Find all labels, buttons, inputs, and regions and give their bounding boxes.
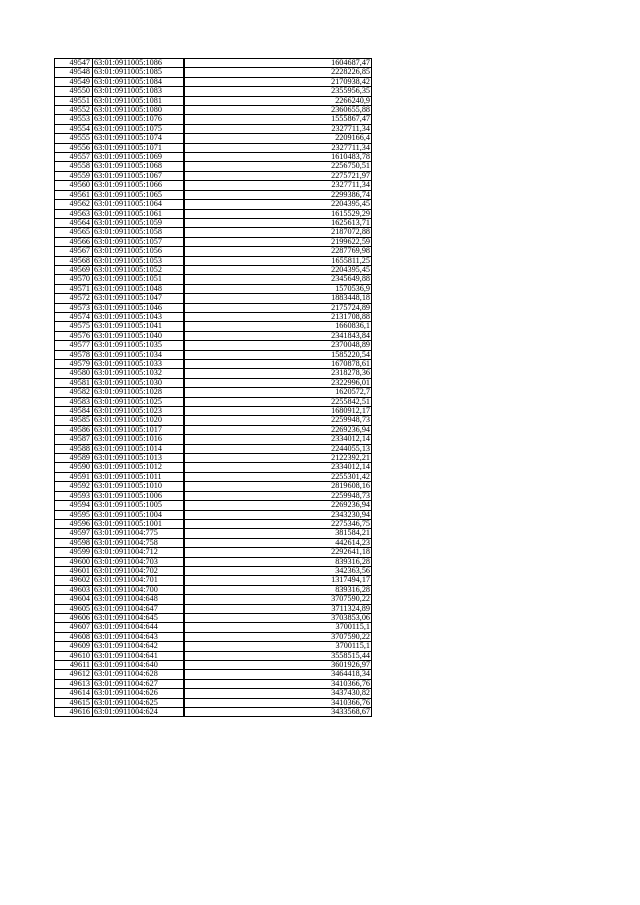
table-row bbox=[55, 651, 372, 660]
table-row bbox=[55, 77, 372, 86]
row-number-cell: 49573 bbox=[55, 303, 93, 312]
table-row bbox=[55, 472, 372, 481]
cadastral-number-cell: 63:01:0911005:1066 bbox=[93, 181, 185, 190]
value-cell: 2269236,94 bbox=[184, 501, 372, 510]
table-row bbox=[55, 557, 372, 566]
cadastral-number-cell: 63:01:0911005:1069 bbox=[93, 153, 185, 162]
cadastral-number-cell: 63:01:0911005:1047 bbox=[93, 294, 185, 303]
row-number-cell: 49603 bbox=[55, 585, 93, 594]
row-number-cell: 49586 bbox=[55, 425, 93, 434]
cadastral-number-cell: 63:01:0911005:1041 bbox=[93, 322, 185, 331]
value-cell: 2334012,14 bbox=[184, 435, 372, 444]
table-row bbox=[55, 228, 372, 237]
row-number-cell: 49583 bbox=[55, 397, 93, 406]
cadastral-number-cell: 63:01:0911004:701 bbox=[93, 576, 185, 585]
value-cell: 3707590,22 bbox=[184, 632, 372, 641]
value-cell: 2292641,18 bbox=[184, 548, 372, 557]
cadastral-number-cell: 63:01:0911004:643 bbox=[93, 632, 185, 641]
value-cell: 2259948,73 bbox=[184, 416, 372, 425]
cadastral-number-cell: 63:01:0911005:1040 bbox=[93, 331, 185, 340]
row-number-cell: 49570 bbox=[55, 275, 93, 284]
table-row bbox=[55, 360, 372, 369]
value-cell: 3700115,1 bbox=[184, 642, 372, 651]
cadastral-number-cell: 63:01:0911004:625 bbox=[93, 698, 185, 707]
row-number-cell: 49575 bbox=[55, 322, 93, 331]
table-row bbox=[55, 171, 372, 180]
value-cell: 2299386,74 bbox=[184, 190, 372, 199]
cadastral-number-cell: 63:01:0911005:1074 bbox=[93, 134, 185, 143]
table-row bbox=[55, 548, 372, 557]
table-row bbox=[55, 623, 372, 632]
table-row bbox=[55, 162, 372, 171]
table-row bbox=[55, 369, 372, 378]
value-cell: 2275721,97 bbox=[184, 171, 372, 180]
value-cell: 1570536,9 bbox=[184, 284, 372, 293]
row-number-cell: 49556 bbox=[55, 143, 93, 152]
table-row bbox=[55, 200, 372, 209]
row-number-cell: 49561 bbox=[55, 190, 93, 199]
value-cell: 2122392,21 bbox=[184, 454, 372, 463]
row-number-cell: 49614 bbox=[55, 689, 93, 698]
table-row bbox=[55, 425, 372, 434]
value-cell: 2187072,88 bbox=[184, 228, 372, 237]
value-cell: 1604687,47 bbox=[184, 59, 372, 68]
value-cell: 2175724,89 bbox=[184, 303, 372, 312]
row-number-cell: 49611 bbox=[55, 661, 93, 670]
value-cell: 3700115,1 bbox=[184, 623, 372, 632]
cadastral-number-cell: 63:01:0911005:1068 bbox=[93, 162, 185, 171]
row-number-cell: 49599 bbox=[55, 548, 93, 557]
row-number-cell: 49581 bbox=[55, 378, 93, 387]
row-number-cell: 49602 bbox=[55, 576, 93, 585]
value-cell: 2255842,51 bbox=[184, 397, 372, 406]
cadastral-number-cell: 63:01:0911005:1067 bbox=[93, 171, 185, 180]
value-cell: 2204395,45 bbox=[184, 200, 372, 209]
value-cell: 2259948,73 bbox=[184, 491, 372, 500]
table-row bbox=[55, 294, 372, 303]
value-cell: 2255301,42 bbox=[184, 472, 372, 481]
value-cell: 2204395,45 bbox=[184, 265, 372, 274]
table-row bbox=[55, 143, 372, 152]
row-number-cell: 49567 bbox=[55, 247, 93, 256]
cadastral-number-cell: 63:01:0911005:1006 bbox=[93, 491, 185, 500]
table-row bbox=[55, 275, 372, 284]
table-row bbox=[55, 265, 372, 274]
row-number-cell: 49560 bbox=[55, 181, 93, 190]
value-cell: 2341843,84 bbox=[184, 331, 372, 340]
value-cell: 2266240,9 bbox=[184, 96, 372, 105]
value-cell: 3410366,76 bbox=[184, 698, 372, 707]
cadastral-number-cell: 63:01:0911005:1081 bbox=[93, 96, 185, 105]
table-row bbox=[55, 322, 372, 331]
value-cell: 2256750,51 bbox=[184, 162, 372, 171]
table-row bbox=[55, 115, 372, 124]
row-number-cell: 49554 bbox=[55, 124, 93, 133]
table-row bbox=[55, 585, 372, 594]
cadastral-number-cell: 63:01:0911004:712 bbox=[93, 548, 185, 557]
cadastral-number-cell: 63:01:0911005:1025 bbox=[93, 397, 185, 406]
cadastral-number-cell: 63:01:0911005:1017 bbox=[93, 425, 185, 434]
cadastral-number-cell: 63:01:0911004:644 bbox=[93, 623, 185, 632]
row-number-cell: 49600 bbox=[55, 557, 93, 566]
row-number-cell: 49555 bbox=[55, 134, 93, 143]
table-row bbox=[55, 632, 372, 641]
cadastral-number-cell: 63:01:0911004:775 bbox=[93, 529, 185, 538]
value-cell: 2199622,59 bbox=[184, 237, 372, 246]
row-number-cell: 49591 bbox=[55, 472, 93, 481]
cadastral-number-cell: 63:01:0911004:700 bbox=[93, 585, 185, 594]
table-row bbox=[55, 538, 372, 547]
row-number-cell: 49608 bbox=[55, 632, 93, 641]
cadastral-number-cell: 63:01:0911004:702 bbox=[93, 566, 185, 575]
table-row bbox=[55, 218, 372, 227]
table-row bbox=[55, 416, 372, 425]
table-row bbox=[55, 670, 372, 679]
value-cell: 1655811,25 bbox=[184, 256, 372, 265]
table-row bbox=[55, 576, 372, 585]
row-number-cell: 49574 bbox=[55, 312, 93, 321]
table-row bbox=[55, 491, 372, 500]
value-cell: 2170938,42 bbox=[184, 77, 372, 86]
table-row bbox=[55, 595, 372, 604]
row-number-cell: 49579 bbox=[55, 360, 93, 369]
table-row bbox=[55, 124, 372, 133]
row-number-cell: 49553 bbox=[55, 115, 93, 124]
cadastral-number-cell: 63:01:0911005:1071 bbox=[93, 143, 185, 152]
value-cell: 1585220,54 bbox=[184, 350, 372, 359]
value-cell: 1615529,29 bbox=[184, 209, 372, 218]
cadastral-number-cell: 63:01:0911005:1053 bbox=[93, 256, 185, 265]
row-number-cell: 49558 bbox=[55, 162, 93, 171]
table-row bbox=[55, 708, 372, 717]
row-number-cell: 49597 bbox=[55, 529, 93, 538]
table-row bbox=[55, 209, 372, 218]
row-number-cell: 49604 bbox=[55, 595, 93, 604]
row-number-cell: 49547 bbox=[55, 59, 93, 68]
row-number-cell: 49577 bbox=[55, 341, 93, 350]
row-number-cell: 49606 bbox=[55, 613, 93, 622]
cadastral-number-cell: 63:01:0911004:703 bbox=[93, 557, 185, 566]
cadastral-number-cell: 63:01:0911004:641 bbox=[93, 651, 185, 660]
cadastral-number-cell: 63:01:0911005:1030 bbox=[93, 378, 185, 387]
row-number-cell: 49595 bbox=[55, 510, 93, 519]
table-row bbox=[55, 190, 372, 199]
row-number-cell: 49563 bbox=[55, 209, 93, 218]
table-row bbox=[55, 331, 372, 340]
value-cell: 2327711,34 bbox=[184, 124, 372, 133]
value-cell: 1610483,78 bbox=[184, 153, 372, 162]
table-row bbox=[55, 642, 372, 651]
value-cell: 2228226,85 bbox=[184, 68, 372, 77]
value-cell: 3433568,67 bbox=[184, 708, 372, 717]
row-number-cell: 49566 bbox=[55, 237, 93, 246]
cadastral-number-cell: 63:01:0911005:1033 bbox=[93, 360, 185, 369]
row-number-cell: 49572 bbox=[55, 294, 93, 303]
cadastral-number-cell: 63:01:0911004:624 bbox=[93, 708, 185, 717]
row-number-cell: 49590 bbox=[55, 463, 93, 472]
row-number-cell: 49589 bbox=[55, 454, 93, 463]
row-number-cell: 49559 bbox=[55, 171, 93, 180]
cadastral-number-cell: 63:01:0911004:626 bbox=[93, 689, 185, 698]
row-number-cell: 49588 bbox=[55, 444, 93, 453]
cadastral-number-cell: 63:01:0911005:1013 bbox=[93, 454, 185, 463]
table-row bbox=[55, 237, 372, 246]
value-cell: 2327711,34 bbox=[184, 181, 372, 190]
row-number-cell: 49576 bbox=[55, 331, 93, 340]
value-cell: 2287769,98 bbox=[184, 247, 372, 256]
table-row bbox=[55, 501, 372, 510]
table-row bbox=[55, 529, 372, 538]
cadastral-number-cell: 63:01:0911005:1056 bbox=[93, 247, 185, 256]
cadastral-number-cell: 63:01:0911005:1001 bbox=[93, 519, 185, 528]
row-number-cell: 49593 bbox=[55, 491, 93, 500]
cadastral-number-cell: 63:01:0911005:1083 bbox=[93, 87, 185, 96]
table-row bbox=[55, 350, 372, 359]
table-row bbox=[55, 181, 372, 190]
cadastral-number-cell: 63:01:0911005:1058 bbox=[93, 228, 185, 237]
cadastral-number-cell: 63:01:0911005:1012 bbox=[93, 463, 185, 472]
row-number-cell: 49615 bbox=[55, 698, 93, 707]
table-row bbox=[55, 510, 372, 519]
value-cell: 2244055,13 bbox=[184, 444, 372, 453]
table-row bbox=[55, 341, 372, 350]
table-row bbox=[55, 698, 372, 707]
row-number-cell: 49585 bbox=[55, 416, 93, 425]
cadastral-number-cell: 63:01:0911005:1028 bbox=[93, 388, 185, 397]
table-row bbox=[55, 134, 372, 143]
table-row bbox=[55, 312, 372, 321]
cadastral-number-cell: 63:01:0911004:758 bbox=[93, 538, 185, 547]
cadastral-number-cell: 63:01:0911005:1064 bbox=[93, 200, 185, 209]
table-row bbox=[55, 256, 372, 265]
table-row bbox=[55, 388, 372, 397]
table-row bbox=[55, 566, 372, 575]
value-cell: 2343230,94 bbox=[184, 510, 372, 519]
cadastral-number-cell: 63:01:0911005:1048 bbox=[93, 284, 185, 293]
table-row bbox=[55, 303, 372, 312]
table-row bbox=[55, 59, 372, 68]
row-number-cell: 49557 bbox=[55, 153, 93, 162]
table-row bbox=[55, 284, 372, 293]
cadastral-number-cell: 63:01:0911005:1043 bbox=[93, 312, 185, 321]
table-row bbox=[55, 96, 372, 105]
table-row bbox=[55, 68, 372, 77]
cadastral-number-cell: 63:01:0911005:1075 bbox=[93, 124, 185, 133]
value-cell: 3410366,76 bbox=[184, 679, 372, 688]
row-number-cell: 49551 bbox=[55, 96, 93, 105]
row-number-cell: 49607 bbox=[55, 623, 93, 632]
cadastral-number-cell: 63:01:0911004:645 bbox=[93, 613, 185, 622]
table-row bbox=[55, 613, 372, 622]
cadastral-number-cell: 63:01:0911005:1035 bbox=[93, 341, 185, 350]
row-number-cell: 49610 bbox=[55, 651, 93, 660]
value-cell: 1883448,18 bbox=[184, 294, 372, 303]
cadastral-number-cell: 63:01:0911005:1032 bbox=[93, 369, 185, 378]
row-number-cell: 49616 bbox=[55, 708, 93, 717]
value-cell: 2345649,88 bbox=[184, 275, 372, 284]
cadastral-number-cell: 63:01:0911005:1016 bbox=[93, 435, 185, 444]
value-cell: 3558515,44 bbox=[184, 651, 372, 660]
row-number-cell: 49565 bbox=[55, 228, 93, 237]
cadastral-number-cell: 63:01:0911005:1086 bbox=[93, 59, 185, 68]
cadastral-number-cell: 63:01:0911005:1004 bbox=[93, 510, 185, 519]
table-row bbox=[55, 519, 372, 528]
cadastral-number-cell: 63:01:0911005:1014 bbox=[93, 444, 185, 453]
row-number-cell: 49548 bbox=[55, 68, 93, 77]
cadastral-number-cell: 63:01:0911005:1065 bbox=[93, 190, 185, 199]
row-number-cell: 49613 bbox=[55, 679, 93, 688]
row-number-cell: 49592 bbox=[55, 482, 93, 491]
row-number-cell: 49609 bbox=[55, 642, 93, 651]
value-cell: 839316,28 bbox=[184, 557, 372, 566]
table-row bbox=[55, 482, 372, 491]
row-number-cell: 49584 bbox=[55, 407, 93, 416]
value-cell: 2370048,89 bbox=[184, 341, 372, 350]
cadastral-number-cell: 63:01:0911005:1034 bbox=[93, 350, 185, 359]
table-body bbox=[55, 59, 372, 717]
value-cell: 2355956,35 bbox=[184, 87, 372, 96]
cadastral-number-cell: 63:01:0911005:1052 bbox=[93, 265, 185, 274]
value-cell: 1625613,71 bbox=[184, 218, 372, 227]
cadastral-number-cell: 63:01:0911005:1061 bbox=[93, 209, 185, 218]
table-row bbox=[55, 397, 372, 406]
table-row bbox=[55, 106, 372, 115]
row-number-cell: 49568 bbox=[55, 256, 93, 265]
table-row bbox=[55, 87, 372, 96]
table-row bbox=[55, 679, 372, 688]
cadastral-number-cell: 63:01:0911005:1076 bbox=[93, 115, 185, 124]
cadastral-number-cell: 63:01:0911004:648 bbox=[93, 595, 185, 604]
row-number-cell: 49596 bbox=[55, 519, 93, 528]
cadastral-number-cell: 63:01:0911005:1011 bbox=[93, 472, 185, 481]
cadastral-value-table bbox=[54, 58, 372, 717]
value-cell: 3711324,89 bbox=[184, 604, 372, 613]
row-number-cell: 49578 bbox=[55, 350, 93, 359]
value-cell: 3437430,82 bbox=[184, 689, 372, 698]
cadastral-number-cell: 63:01:0911004:627 bbox=[93, 679, 185, 688]
value-cell: 1660836,1 bbox=[184, 322, 372, 331]
value-cell: 2327711,34 bbox=[184, 143, 372, 152]
cadastral-number-cell: 63:01:0911005:1023 bbox=[93, 407, 185, 416]
value-cell: 3703853,06 bbox=[184, 613, 372, 622]
cadastral-number-cell: 63:01:0911005:1051 bbox=[93, 275, 185, 284]
cadastral-number-cell: 63:01:0911004:628 bbox=[93, 670, 185, 679]
value-cell: 3707590,22 bbox=[184, 595, 372, 604]
value-cell: 2269236,94 bbox=[184, 425, 372, 434]
value-cell: 2209166,4 bbox=[184, 134, 372, 143]
row-number-cell: 49569 bbox=[55, 265, 93, 274]
cadastral-number-cell: 63:01:0911005:1005 bbox=[93, 501, 185, 510]
value-cell: 2131708,88 bbox=[184, 312, 372, 321]
table-row bbox=[55, 378, 372, 387]
row-number-cell: 49549 bbox=[55, 77, 93, 86]
value-cell: 1620572,7 bbox=[184, 388, 372, 397]
cadastral-number-cell: 63:01:0911005:1084 bbox=[93, 77, 185, 86]
row-number-cell: 49598 bbox=[55, 538, 93, 547]
cadastral-number-cell: 63:01:0911004:642 bbox=[93, 642, 185, 651]
value-cell: 381584,21 bbox=[184, 529, 372, 538]
row-number-cell: 49594 bbox=[55, 501, 93, 510]
row-number-cell: 49550 bbox=[55, 87, 93, 96]
value-cell: 2334012,14 bbox=[184, 463, 372, 472]
cadastral-number-cell: 63:01:0911005:1059 bbox=[93, 218, 185, 227]
row-number-cell: 49571 bbox=[55, 284, 93, 293]
table-row bbox=[55, 454, 372, 463]
table-row bbox=[55, 689, 372, 698]
table-row bbox=[55, 661, 372, 670]
value-cell: 3601926,97 bbox=[184, 661, 372, 670]
cadastral-number-cell: 63:01:0911005:1046 bbox=[93, 303, 185, 312]
value-cell: 2318278,36 bbox=[184, 369, 372, 378]
table-row bbox=[55, 247, 372, 256]
table-row bbox=[55, 604, 372, 613]
table-row bbox=[55, 435, 372, 444]
row-number-cell: 49580 bbox=[55, 369, 93, 378]
value-cell: 1670878,61 bbox=[184, 360, 372, 369]
table-row bbox=[55, 407, 372, 416]
value-cell: 442614,23 bbox=[184, 538, 372, 547]
value-cell: 2360655,88 bbox=[184, 106, 372, 115]
cadastral-number-cell: 63:01:0911004:647 bbox=[93, 604, 185, 613]
value-cell: 2322996,01 bbox=[184, 378, 372, 387]
cadastral-number-cell: 63:01:0911005:1010 bbox=[93, 482, 185, 491]
value-cell: 2275346,75 bbox=[184, 519, 372, 528]
cadastral-number-cell: 63:01:0911005:1020 bbox=[93, 416, 185, 425]
cadastral-number-cell: 63:01:0911005:1057 bbox=[93, 237, 185, 246]
value-cell: 2819608,16 bbox=[184, 482, 372, 491]
table-row bbox=[55, 444, 372, 453]
table-row bbox=[55, 463, 372, 472]
row-number-cell: 49552 bbox=[55, 106, 93, 115]
value-cell: 839316,28 bbox=[184, 585, 372, 594]
cadastral-number-cell: 63:01:0911004:640 bbox=[93, 661, 185, 670]
cadastral-number-cell: 63:01:0911005:1085 bbox=[93, 68, 185, 77]
row-number-cell: 49601 bbox=[55, 566, 93, 575]
row-number-cell: 49587 bbox=[55, 435, 93, 444]
row-number-cell: 49605 bbox=[55, 604, 93, 613]
row-number-cell: 49612 bbox=[55, 670, 93, 679]
table-row bbox=[55, 153, 372, 162]
document-page bbox=[54, 58, 372, 717]
value-cell: 1555867,47 bbox=[184, 115, 372, 124]
value-cell: 3464418,34 bbox=[184, 670, 372, 679]
cadastral-number-cell: 63:01:0911005:1080 bbox=[93, 106, 185, 115]
row-number-cell: 49562 bbox=[55, 200, 93, 209]
value-cell: 342363,56 bbox=[184, 566, 372, 575]
row-number-cell: 49564 bbox=[55, 218, 93, 227]
value-cell: 1317494,17 bbox=[184, 576, 372, 585]
row-number-cell: 49582 bbox=[55, 388, 93, 397]
value-cell: 1680912,17 bbox=[184, 407, 372, 416]
